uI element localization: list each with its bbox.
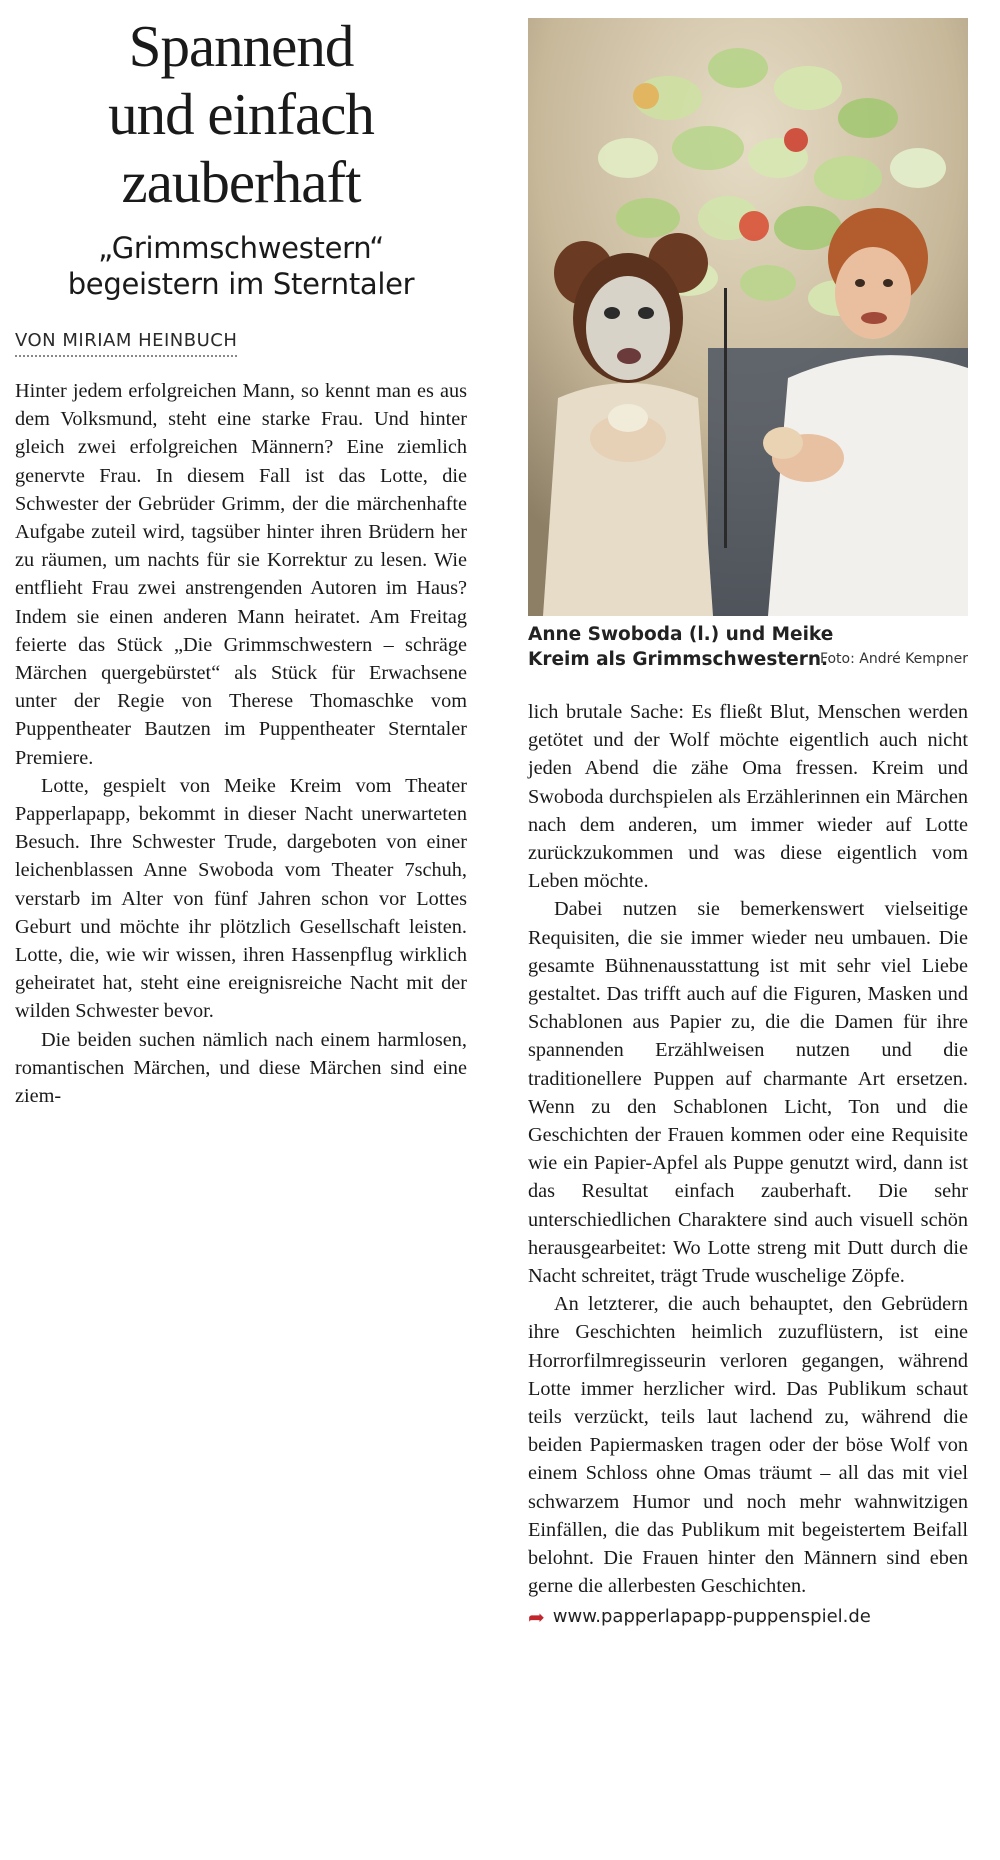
headline-line-1: Spannend	[128, 13, 354, 79]
website-link[interactable]	[528, 1605, 968, 1629]
article-photo	[528, 18, 968, 616]
right-column	[528, 18, 968, 1629]
headline	[15, 12, 467, 216]
paragraph: Die beiden suchen nämlich nach einem harmlosen, romantischen Märchen, und diese Märchen sind eine ziem-	[15, 1028, 467, 1108]
headline-line-2: und einfach	[108, 81, 374, 147]
paragraph: An letzterer, die auch behauptet, den Gebrüdern ihre Geschichten heimlich zuzuflüstern, ist eine Horrorfilmregisseurin verloren gegangen, während Lotte immer herzlicher wird. Das Publikum schaut teils verzückt, teils laut lachend zu, während die beiden Papiermasken tragen oder der böse Wolf von einem Schloss ohne Omas träumt – all das mit viel schwarzem Humor und noch mehr wahnwitzigen Einfällen, die das Publikum mit begeistertem Beifall belohnt. Die Frauen hinter den Männern sind eben gerne die allerbesten Geschichten.	[528, 1293, 968, 1598]
paragraph: Lotte, gespielt von Meike Kreim vom Theater Papperlapapp, bekommt in dieser Nacht unerwarteten Besuch. Ihre Schwester Trude, dargeboten von einer leichenblassen Anne Swoboda vom Theater 7schuh, verstarb im Alter von fünf Jahren schon vor Lottes Geburt und möchte ihr plötzlich Gesellschaft leisten. Lotte, die, wie wir wissen, ihren Hassenpflug wirklich geheiratet hat, steht eine ereignisreiche Nacht mit der wilden Schwester bevor.	[15, 774, 467, 1023]
paragraph: lich brutale Sache: Es fließt Blut, Menschen werden getötet und der Wolf möchte eigentlich auch nicht jeden Abend die zähe Oma fressen. Kreim und Swoboda durchspielen als Erzählerinnen ein Märchen nach dem anderen, um immer wieder auf Lotte zurückzukommen und was diese eigentlich vom Leben möchte.	[528, 701, 968, 893]
website-url[interactable]: www.papperlapapp-puppenspiel.de	[552, 1606, 871, 1627]
article-body-left	[15, 377, 467, 1110]
paragraph: Dabei nutzen sie bemerkenswert vielseitige Requisiten, die sie immer wieder neu umbauen. Die gesamte Bühnenausstattung ist mit sehr viel Liebe gestaltet. Das trifft auch auf die Figuren, Masken und Schablonen aus Papier zu, die die Damen für ihre spannenden Erzählweisen nutzen und die traditionellere Puppen auf charmante Art ersetzen. Wenn zu den Schablonen Licht, Ton und die Geschichten der Frauen kommen oder eine Requisite wie ein Papier-Apfel als Puppe genutzt wird, dann ist das Resultat einfach zauberhaft. Die sehr unterschiedlichen Charaktere sind auch visuell schön herausgearbeitet: Wo Lotte streng mit Dutt durch die Nacht schreitet, trägt Trude wuschelige Zöpfe.	[528, 898, 968, 1288]
photo-credit: Foto: André Kempner	[819, 651, 968, 667]
paragraph: Hinter jedem erfolgreichen Mann, so kennt man es aus dem Volksmund, steht eine starke Frau. Und hinter gleich zwei erfolgreichen Männern? Eine ziemlich genervte Frau. In diesem Fall ist das Lotte, die Schwester der Gebrüder Grimm, der die märchenhafte Aufgabe zuteil wird, tagsüber hinter ihren Brüdern her zu räumen, um nachts für sie Korrektur zu lesen. Wie entflieht Frau zwei anstrengenden Autoren im Haus? Indem sie einen anderen Mann heiratet. Am Freitag feierte das Stück „Die Grimmschwestern – schräge Märchen quergebürstet“ als Stück für Erwachsene unter der Regie von Therese Thomaschke vom Puppentheater Bautzen im Puppentheater Sterntaler Premiere.	[15, 380, 467, 769]
caption-text: Anne Swoboda (l.) und Meike Kreim als Grimmschwestern.	[528, 624, 834, 670]
left-column	[15, 12, 467, 1110]
subheadline	[15, 230, 467, 302]
photo-caption	[528, 622, 968, 672]
headline-line-3: zauberhaft	[121, 149, 361, 215]
photo-illustration	[528, 18, 968, 616]
subheadline-line-1: „Grimmschwestern“	[98, 231, 384, 265]
arrow-icon: ➦	[528, 1604, 545, 1629]
subheadline-line-2: begeistern im Sterntaler	[67, 267, 415, 301]
byline: VON MIRIAM HEINBUCH	[15, 330, 237, 357]
article-body-right	[528, 698, 968, 1601]
